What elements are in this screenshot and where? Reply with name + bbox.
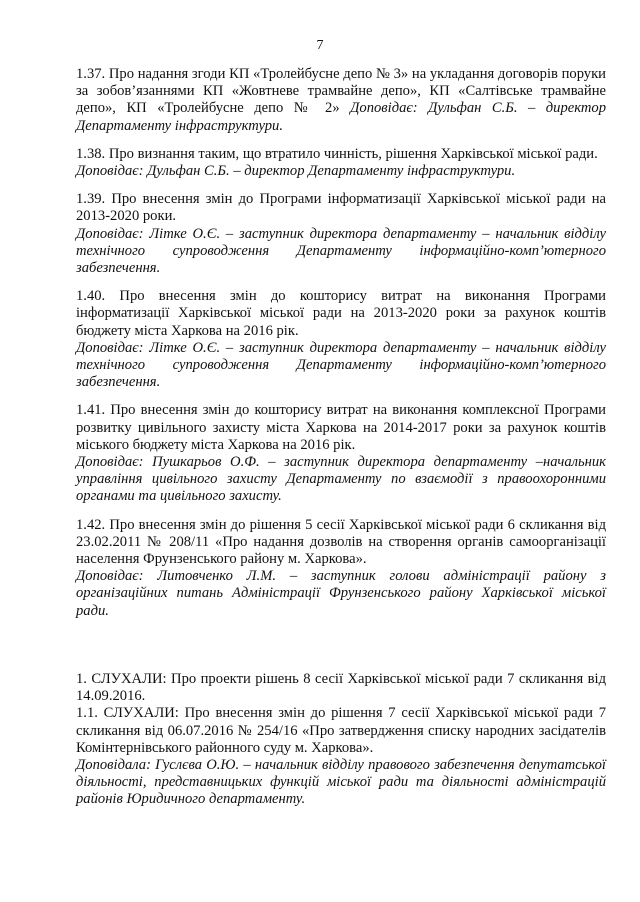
- agenda-item-1-42: [76, 517, 606, 620]
- speaker-line: Доповідає: Літке О.Є. – заступник директора департаменту – начальник відділу технічного супроводження Департаменту інформаційно-комп’ютерного забезпечення.: [76, 225, 606, 277]
- speaker-line: Доповідає: Дульфан С.Б. – директор Департаменту інфраструктури.: [76, 100, 606, 134]
- speaker-line: Доповідає: Литовченко Л.М. – заступник голови адміністрації району з організаційних питань Адміністрації Фрунзенського району Харківської міської ради.: [76, 568, 606, 619]
- speaker-line: Доповідає: Дульфан С.Б. – директор Департаменту інфраструктури.: [76, 163, 516, 180]
- agenda-item-text: 1.41. Про внесення змін до кошторису витрат на виконання комплексної Програми розвитку цивільного захисту міста Харкова на 2014-2017 роки за рахунок коштів міського бюджету міста Харкова на 2016 рік.: [76, 402, 606, 453]
- speaker-line: Доповідає: Літке О.Є. – заступник директора департаменту – начальник відділу технічного супроводження Департаменту інформаційно-комп’ютерного забезпечення.: [76, 339, 606, 391]
- agenda-item-text: 1.38. Про визнання таким, що втратило чинність, рішення Харківської міської ради.: [76, 145, 598, 162]
- heard-heading: 1. СЛУХАЛИ: Про проекти рішень 8 сесії Харківської міської ради 7 скликання від 14.09.2016.: [76, 670, 606, 705]
- agenda-item-1-41: [76, 402, 606, 505]
- speaker-line: Доповідає: Пушкарьов О.Ф. – заступник директора департаменту –начальник управління цивільного захисту Департаменту по взаємодії з правоохоронними органами та цивільного захисту.: [76, 454, 606, 505]
- agenda-item-text: 1.42. Про внесення змін до рішення 5 сесії Харківської міської ради 6 скликання від 23.02.2011 № 208/11 «Про надання дозволів на створення органів самоорганізації населення Фрунзенського району м. Харкова».: [76, 516, 606, 568]
- heard-section: [76, 671, 606, 809]
- agenda-item-1-37: [76, 66, 606, 135]
- speaker-line: Доповідала: Гуслєва О.Ю. – начальник відділу правового забезпечення депутатської діяльності, представницьких функцій міської ради та діяльності адміністрацій районів Юридичного департаменту.: [76, 756, 606, 808]
- page-number: 7: [316, 38, 324, 53]
- agenda-item-1-39: [76, 191, 606, 277]
- agenda-item-text: 1.37. Про надання згоди КП «Тролейбусне депо № 3» на укладання договорів поруки за зобов’язаннями КП «Жовтневе трамвайне депо», КП «Салтівське трамвайне депо», КП «Тролейбусне депо № 2» Доповідає: Дульфан С.Б. – директор Департаменту інфраструктури.: [76, 66, 606, 134]
- agenda-item-text: 1.39. Про внесення змін до Програми інформатизації Харківської міської ради на 2013-2020 роки.: [76, 191, 606, 225]
- page-content: [76, 66, 606, 809]
- agenda-item-text: 1.40. Про внесення змін до кошторису витрат на виконання Програми інформатизації Харківської міської ради на 2013-2020 роки за рахунок коштів бюджету міста Харкова на 2016 рік.: [76, 288, 606, 339]
- agenda-item-1-40: [76, 288, 606, 391]
- section-gap: [76, 631, 606, 671]
- agenda-item-1-38: [76, 146, 606, 180]
- heard-subitem: 1.1. СЛУХАЛИ: Про внесення змін до рішення 7 сесії Харківської міської ради 7 скликання від 06.07.2016 № 254/16 «Про затвердження списку народних засідателів Комінтернівського районного суду м. Харкова».: [76, 705, 606, 756]
